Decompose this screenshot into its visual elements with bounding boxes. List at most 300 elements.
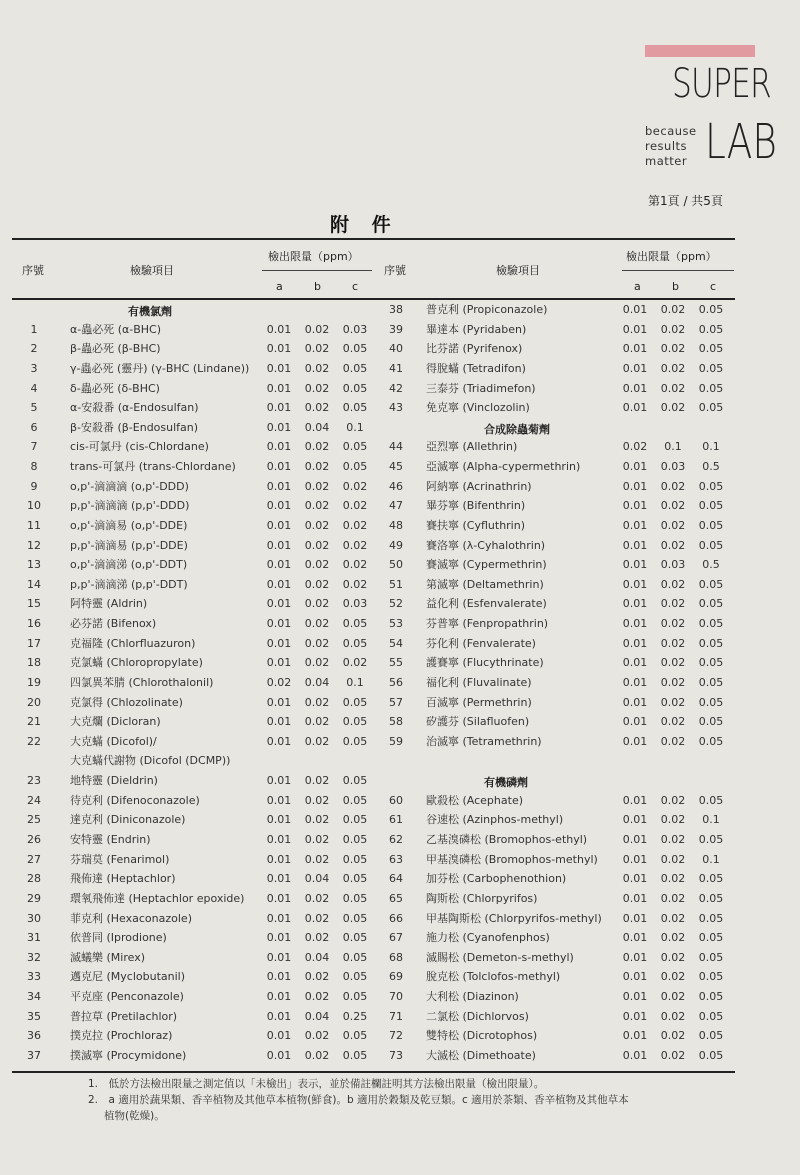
row-limit-a: 0.01 (266, 1010, 292, 1023)
row-limit-a: 0.01 (266, 735, 292, 748)
row-limit-c: 0.05 (698, 362, 724, 375)
row-item-name: 芬普寧 (Fenpropathrin) (426, 617, 549, 630)
section-heading: 有機磷劑 (484, 776, 528, 789)
row-limit-a: 0.01 (266, 401, 292, 414)
row-limit-b: 0.02 (304, 578, 330, 591)
row-number: 42 (389, 382, 403, 395)
row-limit-c: 0.05 (698, 931, 724, 944)
row-item-name: 大滅松 (Dimethoate) (426, 1049, 536, 1062)
row-limit-c: 0.1 (702, 813, 720, 826)
row-limit-b: 0.02 (660, 1010, 686, 1023)
row-item-name: 大克蟎代謝物 (Dicofol (DCMP)) (70, 754, 231, 767)
row-number: 43 (389, 401, 403, 414)
row-limit-c: 0.05 (698, 872, 724, 885)
row-limit-a: 0.01 (622, 931, 648, 944)
logo-tagline (645, 124, 697, 169)
row-limit-c: 0.05 (342, 872, 368, 885)
row-item-name: 達克利 (Diniconazole) (70, 813, 186, 826)
row-limit-b: 0.04 (304, 421, 330, 434)
row-limit-c: 0.05 (698, 1029, 724, 1042)
row-limit-a: 0.01 (622, 833, 648, 846)
row-item-name: 大克爛 (Dicloran) (70, 715, 161, 728)
row-limit-a: 0.01 (622, 813, 648, 826)
row-item-name: 護賽寧 (Flucythrinate) (426, 656, 544, 669)
row-limit-b: 0.02 (660, 951, 686, 964)
row-limit-c: 0.05 (698, 892, 724, 905)
row-limit-b: 0.04 (304, 951, 330, 964)
row-limit-c: 0.05 (698, 990, 724, 1003)
row-item-name: p,p'-滴滴易 (p,p'-DDE) (70, 539, 188, 552)
row-limit-b: 0.02 (660, 539, 686, 552)
row-limit-c: 0.05 (342, 617, 368, 630)
table-header-bottom-rule (12, 298, 735, 300)
row-number: 51 (389, 578, 403, 591)
row-item-name: 滅蟻樂 (Mirex) (70, 951, 145, 964)
row-item-name: 平克座 (Penconazole) (70, 990, 184, 1003)
row-limit-c: 0.05 (342, 794, 368, 807)
row-limit-a: 0.01 (266, 656, 292, 669)
row-limit-b: 0.02 (660, 1049, 686, 1062)
row-number: 26 (27, 833, 41, 846)
row-number: 18 (27, 656, 41, 669)
row-item-name: α-蟲必死 (α-BHC) (70, 323, 162, 336)
row-limit-a: 0.01 (622, 990, 648, 1003)
row-limit-b: 0.02 (304, 558, 330, 571)
row-number: 54 (389, 637, 403, 650)
row-limit-a: 0.01 (266, 499, 292, 512)
row-limit-a: 0.01 (622, 499, 648, 512)
row-limit-b: 0.02 (660, 912, 686, 925)
row-limit-b: 0.02 (660, 833, 686, 846)
row-limit-c: 0.05 (698, 951, 724, 964)
footnote-2: 2. a 適用於蔬果類、香辛植物及其他草本植物(鮮食)。b 適用於穀類及乾豆類。c 適用於茶類、香辛植物及其他草本 (88, 1094, 629, 1106)
row-item-name: 菲克利 (Hexaconazole) (70, 912, 192, 925)
row-limit-b: 0.02 (660, 1029, 686, 1042)
row-limit-c: 0.05 (342, 637, 368, 650)
row-limit-c: 0.05 (698, 578, 724, 591)
row-limit-a: 0.01 (622, 892, 648, 905)
row-item-name: 待克利 (Difenoconazole) (70, 794, 200, 807)
row-number: 15 (27, 597, 41, 610)
row-item-name: δ-蟲必死 (δ-BHC) (70, 382, 160, 395)
row-limit-c: 0.05 (342, 853, 368, 866)
row-number: 64 (389, 872, 403, 885)
row-limit-b: 0.02 (660, 480, 686, 493)
row-item-name: o,p'-滴滴滴 (o,p'-DDD) (70, 480, 189, 493)
row-limit-c: 0.05 (342, 833, 368, 846)
row-item-name: 必芬諾 (Bifenox) (70, 617, 157, 630)
row-limit-c: 0.05 (698, 342, 724, 355)
row-limit-a: 0.01 (266, 1029, 292, 1042)
row-limit-b: 0.02 (660, 362, 686, 375)
row-limit-b: 0.02 (660, 323, 686, 336)
row-number: 56 (389, 676, 403, 689)
limit-header-underline-right (622, 270, 734, 271)
logo-accent-bar (645, 45, 755, 57)
row-number: 28 (27, 872, 41, 885)
row-limit-c: 0.05 (342, 362, 368, 375)
row-number: 48 (389, 519, 403, 532)
row-limit-a: 0.01 (622, 794, 648, 807)
row-item-name: 矽護芬 (Silafluofen) (426, 715, 530, 728)
row-limit-c: 0.05 (698, 303, 724, 316)
row-limit-c: 0.05 (342, 892, 368, 905)
row-number: 3 (30, 362, 38, 375)
row-limit-b: 0.02 (660, 853, 686, 866)
row-limit-b: 0.02 (304, 401, 330, 414)
row-limit-c: 0.05 (342, 735, 368, 748)
row-number: 21 (27, 715, 41, 728)
row-number: 13 (27, 558, 41, 571)
section-heading: 有機氯劑 (128, 305, 172, 318)
row-limit-b: 0.02 (660, 597, 686, 610)
row-limit-b: 0.02 (304, 480, 330, 493)
page-title: 附 件 (330, 214, 399, 236)
row-item-name: 歐殺松 (Acephate) (426, 794, 524, 807)
row-item-name: 亞滅寧 (Alpha-cypermethrin) (426, 460, 581, 473)
row-limit-b: 0.02 (660, 342, 686, 355)
row-item-name: 依普同 (Iprodione) (70, 931, 167, 944)
row-limit-b: 0.02 (304, 794, 330, 807)
row-limit-b: 0.02 (660, 794, 686, 807)
row-limit-a: 0.01 (622, 970, 648, 983)
row-limit-b: 0.1 (664, 440, 682, 453)
row-item-name: 安特靈 (Endrin) (70, 833, 151, 846)
row-limit-a: 0.01 (622, 597, 648, 610)
row-number: 19 (27, 676, 41, 689)
row-limit-c: 0.05 (342, 696, 368, 709)
row-limit-a: 0.01 (266, 990, 292, 1003)
row-limit-a: 0.01 (266, 362, 292, 375)
row-limit-a: 0.01 (622, 342, 648, 355)
row-item-name: 百滅寧 (Permethrin) (426, 696, 532, 709)
row-item-name: 二氯松 (Dichlorvos) (426, 1010, 529, 1023)
row-limit-a: 0.01 (266, 794, 292, 807)
row-number: 55 (389, 656, 403, 669)
row-limit-a: 0.01 (266, 715, 292, 728)
row-item-name: 亞烈寧 (Allethrin) (426, 440, 518, 453)
col-header-c-right: c (710, 280, 717, 293)
logo-text-super: SUPER (672, 61, 771, 107)
row-limit-b: 0.02 (304, 539, 330, 552)
row-limit-b: 0.02 (304, 853, 330, 866)
row-limit-c: 0.05 (342, 460, 368, 473)
row-limit-a: 0.01 (266, 440, 292, 453)
row-item-name: 克氯得 (Chlozolinate) (70, 696, 183, 709)
row-limit-c: 0.05 (698, 715, 724, 728)
row-number: 61 (389, 813, 403, 826)
row-limit-b: 0.02 (660, 970, 686, 983)
row-number: 30 (27, 912, 41, 925)
row-limit-b: 0.02 (304, 970, 330, 983)
col-header-b-left: b (314, 280, 321, 293)
row-limit-b: 0.02 (304, 440, 330, 453)
row-limit-b: 0.02 (304, 833, 330, 846)
col-header-limit-right: 檢出限量（ppm） (626, 250, 717, 263)
row-limit-b: 0.02 (304, 342, 330, 355)
row-limit-a: 0.01 (622, 696, 648, 709)
limit-header-underline-left (262, 270, 372, 271)
row-limit-a: 0.01 (266, 382, 292, 395)
row-limit-a: 0.01 (622, 1049, 648, 1062)
row-number: 52 (389, 597, 403, 610)
row-limit-c: 0.05 (698, 794, 724, 807)
row-limit-b: 0.02 (304, 892, 330, 905)
row-number: 6 (30, 421, 38, 434)
row-limit-b: 0.02 (660, 519, 686, 532)
row-limit-a: 0.01 (622, 872, 648, 885)
row-limit-b: 0.02 (660, 656, 686, 669)
table-top-rule (12, 238, 735, 240)
row-limit-a: 0.02 (622, 440, 648, 453)
row-number: 72 (389, 1029, 403, 1042)
row-limit-a: 0.01 (266, 558, 292, 571)
row-number: 38 (389, 303, 403, 316)
row-limit-b: 0.02 (660, 303, 686, 316)
row-limit-b: 0.02 (304, 1029, 330, 1042)
row-item-name: 比芬諾 (Pyrifenox) (426, 342, 523, 355)
col-header-a-left: a (276, 280, 283, 293)
row-item-name: 治滅寧 (Tetramethrin) (426, 735, 542, 748)
row-limit-a: 0.01 (266, 813, 292, 826)
row-number: 45 (389, 460, 403, 473)
row-number: 7 (30, 440, 38, 453)
row-number: 41 (389, 362, 403, 375)
row-limit-c: 0.05 (698, 382, 724, 395)
row-number: 12 (27, 539, 41, 552)
row-limit-a: 0.01 (266, 1049, 292, 1062)
row-limit-b: 0.02 (304, 362, 330, 375)
row-number: 59 (389, 735, 403, 748)
row-limit-b: 0.02 (304, 735, 330, 748)
row-item-name: p,p'-滴滴滴 (p,p'-DDD) (70, 499, 190, 512)
row-item-name: 谷速松 (Azinphos-methyl) (426, 813, 564, 826)
row-limit-a: 0.01 (622, 558, 648, 571)
row-number: 73 (389, 1049, 403, 1062)
row-limit-a: 0.01 (622, 323, 648, 336)
row-item-name: 芬化利 (Fenvalerate) (426, 637, 536, 650)
row-limit-c: 0.05 (698, 519, 724, 532)
row-limit-c: 0.5 (702, 460, 720, 473)
col-header-item-left: 檢驗項目 (130, 264, 174, 277)
row-limit-a: 0.01 (266, 342, 292, 355)
row-item-name: 阿納寧 (Acrinathrin) (426, 480, 532, 493)
row-item-name: 克福隆 (Chlorfluazuron) (70, 637, 196, 650)
row-number: 9 (30, 480, 38, 493)
logo-tagline-line: matter (645, 154, 688, 168)
row-number: 47 (389, 499, 403, 512)
row-limit-b: 0.02 (660, 813, 686, 826)
row-limit-c: 0.05 (342, 401, 368, 414)
row-limit-b: 0.02 (660, 735, 686, 748)
row-item-name: o,p'-滴滴涕 (o,p'-DDT) (70, 558, 188, 571)
row-limit-a: 0.01 (622, 676, 648, 689)
row-limit-a: 0.01 (266, 833, 292, 846)
row-item-name: 普拉草 (Pretilachlor) (70, 1010, 178, 1023)
row-limit-a: 0.01 (266, 519, 292, 532)
row-item-name: 撲克拉 (Prochloraz) (70, 1029, 173, 1042)
row-item-name: 甲基溴磷松 (Bromophos-methyl) (426, 853, 598, 866)
logo-tagline-line: because (645, 124, 697, 138)
row-limit-b: 0.03 (660, 558, 686, 571)
row-limit-b: 0.02 (660, 892, 686, 905)
row-limit-a: 0.01 (266, 892, 292, 905)
row-item-name: 畢達本 (Pyridaben) (426, 323, 527, 336)
row-limit-c: 0.1 (702, 440, 720, 453)
row-limit-c: 0.1 (346, 421, 364, 434)
row-limit-b: 0.02 (304, 323, 330, 336)
row-item-name: 賽滅寧 (Cypermethrin) (426, 558, 547, 571)
row-item-name: 得脫蟎 (Tetradifon) (426, 362, 526, 375)
row-limit-c: 0.05 (698, 480, 724, 493)
row-limit-c: 0.02 (342, 499, 368, 512)
row-item-name: 撲滅寧 (Procymidone) (70, 1049, 187, 1062)
row-number: 5 (30, 401, 38, 414)
row-number: 16 (27, 617, 41, 630)
row-number: 27 (27, 853, 41, 866)
row-limit-c: 0.05 (342, 1029, 368, 1042)
row-item-name: trans-可氯丹 (trans-Chlordane) (70, 460, 236, 473)
row-number: 44 (389, 440, 403, 453)
row-limit-c: 0.02 (342, 480, 368, 493)
row-item-name: 芬瑞莫 (Fenarimol) (70, 853, 170, 866)
row-limit-a: 0.01 (266, 460, 292, 473)
row-number: 66 (389, 912, 403, 925)
row-number: 24 (27, 794, 41, 807)
row-limit-c: 0.05 (342, 774, 368, 787)
row-limit-b: 0.02 (660, 637, 686, 650)
row-item-name: 甲基陶斯松 (Chlorpyrifos-methyl) (426, 912, 602, 925)
row-limit-a: 0.01 (266, 597, 292, 610)
row-limit-c: 0.02 (342, 519, 368, 532)
row-number: 50 (389, 558, 403, 571)
row-item-name: 邁克尼 (Myclobutanil) (70, 970, 186, 983)
row-limit-c: 0.05 (698, 656, 724, 669)
row-limit-c: 0.1 (702, 853, 720, 866)
row-limit-c: 0.05 (698, 1010, 724, 1023)
row-item-name: 施力松 (Cyanofenphos) (426, 931, 550, 944)
col-header-item-right: 檢驗項目 (496, 264, 540, 277)
row-item-name: 飛佈達 (Heptachlor) (70, 872, 176, 885)
row-limit-b: 0.02 (304, 656, 330, 669)
row-limit-b: 0.02 (304, 813, 330, 826)
row-limit-b: 0.02 (660, 578, 686, 591)
row-limit-c: 0.05 (698, 833, 724, 846)
row-limit-b: 0.02 (304, 931, 330, 944)
row-number: 1 (30, 323, 38, 336)
row-limit-a: 0.01 (266, 323, 292, 336)
row-number: 57 (389, 696, 403, 709)
row-item-name: 賽洛寧 (λ-Cyhalothrin) (426, 539, 546, 552)
row-limit-b: 0.02 (304, 637, 330, 650)
row-item-name: 三泰芬 (Triadimefon) (426, 382, 536, 395)
row-number: 32 (27, 951, 41, 964)
row-number: 31 (27, 931, 41, 944)
row-number: 53 (389, 617, 403, 630)
row-number: 34 (27, 990, 41, 1003)
row-limit-a: 0.01 (622, 1029, 648, 1042)
logo-text-lab: LAB (705, 114, 777, 170)
row-item-name: 陶斯松 (Chlorpyrifos) (426, 892, 538, 905)
row-number: 11 (27, 519, 41, 532)
row-number: 14 (27, 578, 41, 591)
row-limit-a: 0.01 (266, 696, 292, 709)
row-item-name: α-安殺番 (α-Endosulfan) (70, 401, 199, 414)
footnote-1: 1. 低於方法檢出限量之測定值以「未檢出」表示，並於備註欄註明其方法檢出限量（檢出限量）。 (88, 1078, 545, 1090)
row-limit-c: 0.05 (698, 499, 724, 512)
row-limit-a: 0.01 (622, 519, 648, 532)
row-limit-a: 0.01 (622, 460, 648, 473)
row-number: 49 (389, 539, 403, 552)
row-limit-a: 0.01 (622, 382, 648, 395)
row-number: 22 (27, 735, 41, 748)
row-limit-a: 0.01 (622, 303, 648, 316)
row-number: 71 (389, 1010, 403, 1023)
row-limit-a: 0.01 (266, 774, 292, 787)
row-limit-a: 0.01 (266, 951, 292, 964)
row-item-name: 環氧飛佈達 (Heptachlor epoxide) (70, 892, 245, 905)
row-limit-a: 0.01 (622, 853, 648, 866)
row-limit-a: 0.01 (266, 539, 292, 552)
row-number: 20 (27, 696, 41, 709)
row-limit-b: 0.02 (304, 460, 330, 473)
row-number: 8 (30, 460, 38, 473)
row-limit-b: 0.02 (304, 990, 330, 1003)
row-limit-c: 0.05 (342, 382, 368, 395)
row-item-name: 阿特靈 (Aldrin) (70, 597, 148, 610)
row-item-name: γ-蟲必死 (靈丹) (γ-BHC (Lindane)) (70, 362, 250, 375)
row-limit-a: 0.01 (266, 931, 292, 944)
row-limit-a: 0.01 (622, 578, 648, 591)
row-item-name: 地特靈 (Dieldrin) (70, 774, 158, 787)
row-number: 4 (30, 382, 38, 395)
row-limit-a: 0.01 (622, 617, 648, 630)
col-header-b-right: b (672, 280, 679, 293)
row-limit-b: 0.02 (304, 715, 330, 728)
row-limit-b: 0.02 (660, 382, 686, 395)
row-limit-a: 0.01 (622, 539, 648, 552)
row-limit-b: 0.04 (304, 676, 330, 689)
row-item-name: 四氯異苯腈 (Chlorothalonil) (70, 676, 214, 689)
row-limit-c: 0.05 (698, 970, 724, 983)
row-limit-a: 0.01 (622, 715, 648, 728)
row-number: 37 (27, 1049, 41, 1062)
row-limit-c: 0.05 (698, 1049, 724, 1062)
row-limit-a: 0.01 (622, 480, 648, 493)
row-limit-c: 0.05 (698, 597, 724, 610)
row-limit-c: 0.05 (342, 990, 368, 1003)
row-limit-a: 0.01 (622, 656, 648, 669)
row-limit-a: 0.01 (266, 970, 292, 983)
row-limit-a: 0.01 (622, 735, 648, 748)
row-item-name: 畢芬寧 (Bifenthrin) (426, 499, 526, 512)
section-heading: 合成除蟲菊劑 (484, 423, 550, 436)
row-limit-b: 0.02 (660, 990, 686, 1003)
row-limit-b: 0.02 (660, 696, 686, 709)
row-item-name: 雙特松 (Dicrotophos) (426, 1029, 538, 1042)
row-limit-b: 0.02 (304, 912, 330, 925)
row-limit-b: 0.02 (660, 401, 686, 414)
row-item-name: 克氯蟎 (Chloropropylate) (70, 656, 203, 669)
row-item-name: 福化利 (Fluvalinate) (426, 676, 532, 689)
row-limit-c: 0.05 (698, 912, 724, 925)
row-number: 46 (389, 480, 403, 493)
row-item-name: o,p'-滴滴易 (o,p'-DDE) (70, 519, 188, 532)
row-limit-b: 0.04 (304, 1010, 330, 1023)
row-limit-c: 0.05 (698, 735, 724, 748)
row-item-name: 益化利 (Esfenvalerate) (426, 597, 547, 610)
row-limit-c: 0.05 (342, 931, 368, 944)
